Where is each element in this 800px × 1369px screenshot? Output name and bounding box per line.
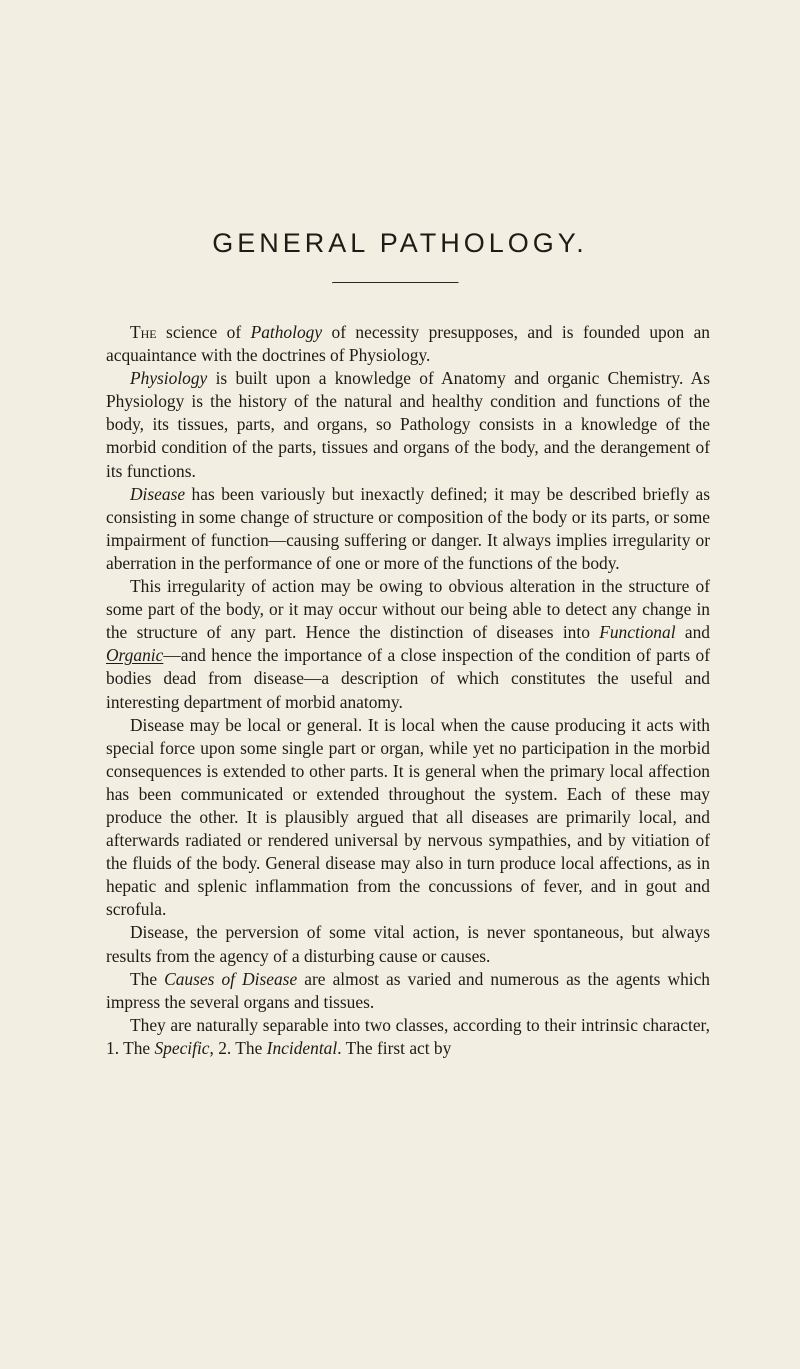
- term-organic: Organic: [106, 645, 164, 666]
- term-pathology: Pathology: [250, 322, 323, 342]
- term-disease: Disease: [130, 483, 186, 504]
- term-incidental: Incidental: [266, 1037, 338, 1058]
- paragraph-7: The Causes of Disease are almost as varied and numerous as the agents which impress the several organs and tissues.: [106, 968, 711, 1012]
- term-physiology: Physiology: [130, 368, 208, 389]
- paragraph-5: Disease may be local or general. It is local when the cause producing it acts with special force upon some single part or organ, while yet no participation in the morbid consequences is extended to other parts. It is general when the primary local affection has been communicated or extended throughout the system. Each of these may produce the other. It is plausibly argued that all diseases are primarily local, and afterwards radiated or rendered universal by nervous sympathies, and by vitiation of the fluids of the body. General disease may also in turn produce local affections, as in hepatic and splenic inflammation from the concussions of fever, and in gout and scrofula.: [106, 714, 710, 920]
- body-text: [106, 321, 710, 1060]
- paragraph-4: This irregularity of action may be owing to obvious alteration in the structure of some part of the body, or it may occur without our being able to detect any change in the structure of any part. Hence the distinction of diseases into Functional and Organic—and hence the importance of a close inspection of the condition of parts of bodies dead from disease—a description of which constitutes the useful and interesting department of morbid anatomy.: [106, 576, 710, 712]
- drop-word: The: [130, 322, 157, 342]
- term-specific: Specific: [154, 1037, 210, 1058]
- page-title: GENERAL PATHOLOGY.: [212, 228, 588, 258]
- term-functional: Functional: [599, 622, 676, 643]
- paragraph-3: Disease has been variously but inexactly defined; it may be described briefly as consisting in some change of structure or composition of the body or its parts, or some impairment of function—causing suffering or danger. It always implies irregularity or aberration in the performance of one or more of the functions of the body.: [106, 483, 710, 573]
- paragraph-8: They are naturally separable into two classes, according to their intrinsic character, 1. The Specific, 2. The Incidental. The first act by: [106, 1014, 710, 1058]
- title-rule: [332, 282, 459, 284]
- paragraph-1: The science of Pathology of necessity presupposes, and is founded upon an acquaintance with the doctrines of Physiology.: [106, 322, 710, 366]
- term-causes-of-disease: Causes of Disease: [164, 968, 298, 989]
- paragraph-2: Physiology is built upon a knowledge of Anatomy and organic Chemistry. As Physiology is the history of the natural and healthy condition and functions of the body, its tissues, parts, and organs, so Pathology consists in a knowledge of the morbid condition of the parts, tissues and organs of the body, and the derangement of its functions.: [106, 368, 710, 481]
- paragraph-6: Disease, the perversion of some vital action, is never spontaneous, but always results from the agency of a disturbing cause or causes.: [106, 922, 710, 966]
